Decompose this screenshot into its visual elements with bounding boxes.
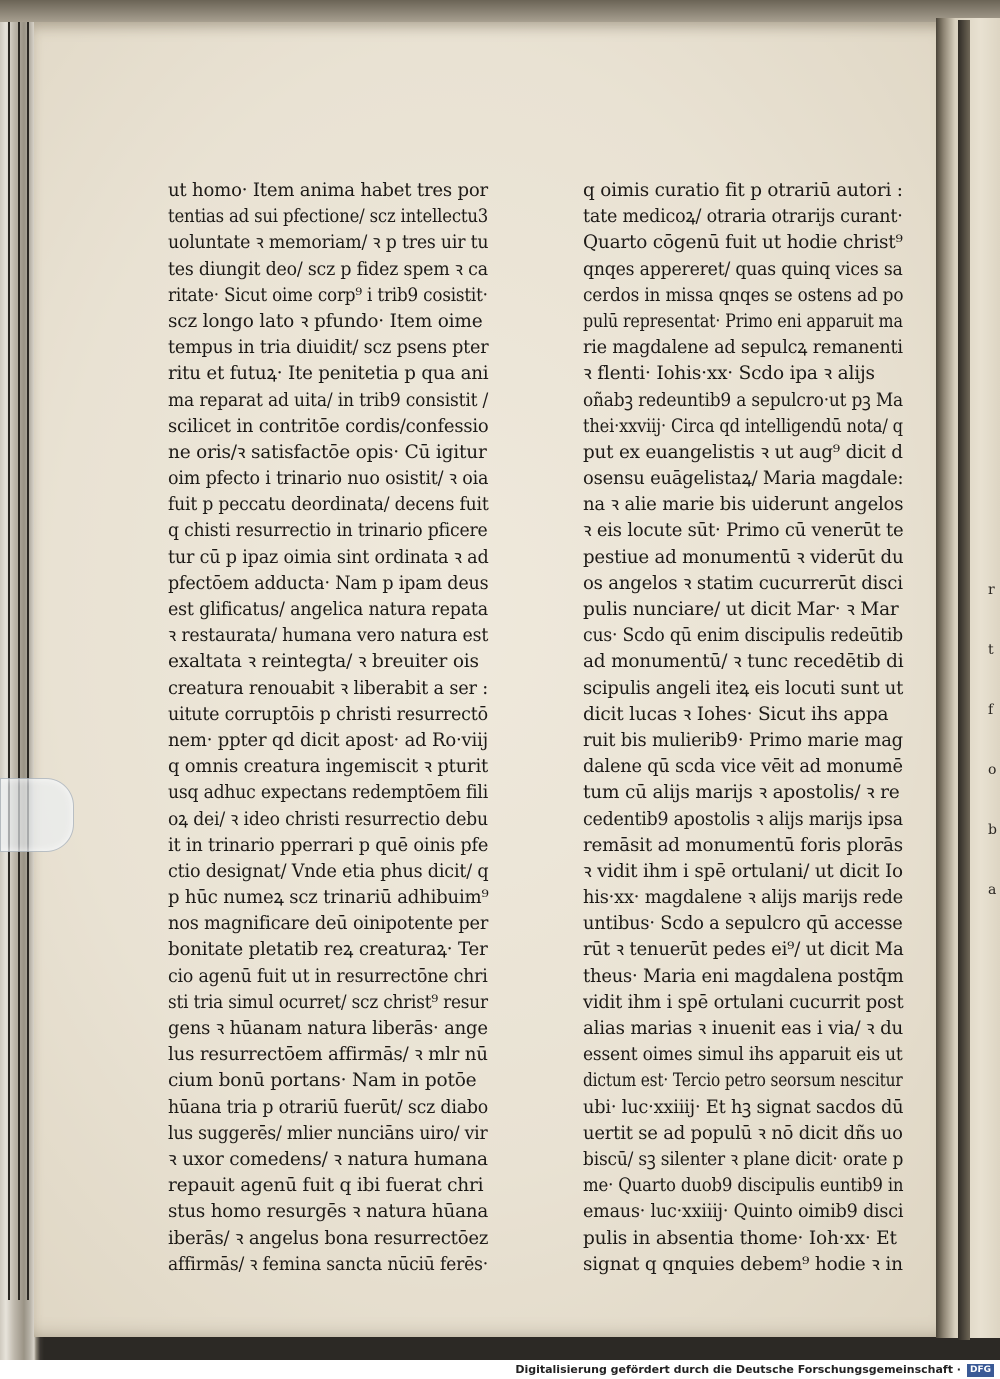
text-line: biscū/ sꝫ silenter ꝛ plane dicit· orate p (583, 1148, 904, 1170)
text-line: ꝛ restaurata/ humana vero natura est (168, 625, 489, 647)
text-line: cus· Scdo qū enim discipulis redeūtib (583, 625, 903, 647)
text-line: nem· ppter qd dicit apost· ad Ro·viij (168, 729, 489, 751)
text-line: hūana tria p otrariū fuerūt/ scz diabo (168, 1096, 489, 1118)
text-line: fuit p peccatu deordinata/ decens fuit (168, 494, 489, 516)
text-line: pulū representat· Primo eni apparuit ma (583, 310, 903, 332)
text-line: p hūc numeꝝ scz trinariū adhibuim⁹ (168, 887, 489, 909)
text-line: ꝛ uxor comedens/ ꝛ natura humana (168, 1148, 488, 1170)
text-line: pestiue ad monumentū ꝛ viderūt du (583, 546, 904, 568)
book-top-edge (0, 0, 1000, 22)
text-column-left (168, 178, 488, 1278)
text-line: scipulis angeli iteꝝ eis locuti sunt ut (583, 677, 904, 699)
text-line: qnqes appereret/ quas quinq vices sa (583, 258, 903, 280)
text-line: scz longo lato ꝛ pfundo· Item oime (168, 310, 483, 332)
text-line: rūt ꝛ tenuerūt pedes ei⁹/ ut dicit Ma (583, 939, 904, 961)
text-line: lus resurrectōem affirmās/ ꝛ mlr nū (168, 1044, 488, 1066)
text-line: uitute corruptōis p christi resurrectō (168, 703, 488, 725)
text-line: q oimis curatio fit p otrariū autori : (583, 180, 903, 201)
text-line: iberās/ ꝛ angelus bona resurrectōez (168, 1227, 489, 1249)
text-line: exaltata ꝛ reintegta/ ꝛ breuiter ois (168, 651, 479, 673)
text-line: emaus· luc·xxiiij· Quinto oimib9 disci (583, 1201, 904, 1223)
text-line: q omnis creatura ingemiscit ꝛ pturit (168, 756, 489, 778)
footer-credit: Digitalisierung gefördert durch die Deutsche Forschungsgemeinschaft · (515, 1363, 961, 1376)
dfg-logo: DFG (967, 1364, 994, 1377)
text-line: tur cū p ipaz oimia sint ordinata ꝛ ad (168, 546, 489, 568)
text-line: oꝝ dei/ ꝛ ideo christi resurrectio debu (168, 808, 488, 830)
text-line: oim pfecto i trinario nuo osistit/ ꝛ oia (168, 468, 489, 490)
text-line: tempus in tria diuidit/ scz psens pter (168, 337, 489, 359)
text-line: ubi· luc·xxiiij· Et hꝫ signat sacdos dū (583, 1096, 904, 1118)
text-line: dicit lucas ꝛ Iohes· Sicut ihs appa (583, 703, 889, 725)
facing-page-fragments: r t f o b a (988, 582, 997, 898)
text-line: ꝛ eis locute sūt· Primo cū venerūt te (583, 520, 904, 542)
text-line: theus· Maria eni magdalena postq̄m (583, 965, 904, 987)
text-line: tes diungit deo/ scz p fidez spem ꝛ ca (168, 258, 488, 280)
text-line: his·xx· magdalene ꝛ alijs marijs rede (583, 887, 903, 909)
text-line: os angelos ꝛ statim cucurrerūt disci (583, 572, 903, 594)
text-line: lus suggerēs/ mlier nunciāns uiro/ vir (168, 1122, 488, 1144)
text-line: remāsit ad monumentū foris plorās (583, 834, 903, 856)
text-line: ne oris/ꝛ satisfactōe opis· Cū igitur (168, 441, 487, 463)
text-line: tum cū alijs marijs ꝛ apostolis/ ꝛ re (583, 782, 900, 804)
page-stack-edge (18, 22, 20, 1300)
text-line: oñabꝫ redeuntib9 a sepulcro·ut pꝫ Ma (583, 389, 903, 411)
text-line: ctio designat/ Vnde etia phus dicit/ q (168, 860, 489, 882)
text-line: vidit ihm i spē ortulani cucurrit post (583, 991, 904, 1013)
text-line: cedentib9 apostolis ꝛ alijs marijs ipsa (583, 808, 903, 830)
text-line: me· Quarto duob9 discipulis euntib9 in (583, 1175, 904, 1197)
footer-bar (0, 1360, 1000, 1379)
text-line: signat q qnquies debem⁹ hodie ꝛ in (583, 1253, 903, 1275)
text-line: rie magdalene ad sepulcꝝ remanenti (583, 337, 903, 359)
text-line: ꝛ vidit ihm i spē ortulani/ ut dicit Io (583, 860, 903, 882)
text-line: ritate· Sicut oime corp⁹ i trib9 cosistit· (168, 284, 488, 306)
text-line: sti tria simul ocurret/ scz christ⁹ resur (168, 991, 488, 1013)
text-line: ad monumentū/ ꝛ tunc recedētib di (583, 651, 904, 673)
text-line: put ex euangelistis ꝛ ut aug⁹ dicit d (583, 441, 903, 463)
text-line: ritu et futuꝝ· Ite penitetia p qua ani (168, 363, 489, 385)
text-line: nos magnificare deū oinipotente per (168, 913, 489, 935)
text-line: uoluntate ꝛ memoriam/ ꝛ p tres uir tu (168, 232, 489, 254)
text-line: cio agenū fuit ut in resurrectōne chri (168, 965, 488, 987)
page-stack-edge (8, 22, 10, 1300)
text-line: ut homo· Item anima habet tres por (168, 180, 488, 201)
text-line: affirmās/ ꝛ femina sancta nūciū ferēs· (168, 1253, 488, 1275)
text-line: alias marias ꝛ inuenit eas i via/ ꝛ du (583, 1018, 904, 1039)
text-line: cerdos in missa qnqes se ostens ad po (583, 284, 904, 306)
text-line: tentias ad sui pfectione/ scz intellectu3 (168, 206, 489, 228)
page-stack-edge (27, 22, 29, 1300)
text-line: usq adhuc expectans redemptōem fili (168, 782, 489, 804)
text-line: pfectōem adducta· Nam p ipam deus (168, 572, 489, 594)
text-line: ꝛ flenti· Iohis·xx· Scdo ipa ꝛ alijs (583, 363, 875, 385)
text-line: gens ꝛ hūanam natura liberās· ange (168, 1018, 488, 1039)
text-line: uertit se ad populū ꝛ nō dicit dñs uo (583, 1122, 903, 1144)
text-line: tate medicoꝝ/ otraria otrarijs curant· (583, 206, 903, 228)
text-line: dalene qū scda vice vēit ad monumē (583, 756, 903, 778)
text-line: repauit agenū fuit q ibi fuerat chri (168, 1175, 484, 1197)
text-line: essent oimes simul ihs apparuit eis ut (583, 1044, 903, 1066)
text-line: untibus· Scdo a sepulcro qū accesse (583, 913, 903, 935)
text-line: it in trinario pperrari p quē oinis pfe (168, 834, 489, 856)
text-line: thei·xxviij· Circa qd intelligendū nota/ q (583, 415, 903, 437)
text-line: bonitate pletatib reꝝ creaturaꝝ· Ter (168, 939, 488, 961)
text-line: na ꝛ alie marie bis uiderunt angelos (583, 494, 904, 516)
text-line: Quarto cōgenū fuit ut hodie christ⁹ (583, 232, 903, 254)
text-line: creatura renouabit ꝛ liberabit a ser : (168, 677, 489, 699)
page-clip (0, 778, 74, 852)
text-line: q chisti resurrectio in trinario pficere (168, 520, 488, 542)
text-line: stus homo resurgēs ꝛ natura hūana (168, 1201, 489, 1223)
binding-fold (958, 20, 970, 1340)
text-line: dictum est· Tercio petro seorsum nescitur (583, 1070, 903, 1092)
text-line: ma reparat ad uita/ in trib9 consistit / (168, 389, 489, 411)
text-line: osensu euāgelistaꝝ/ Maria magdale: (583, 468, 904, 490)
text-line: cium bonū portans· Nam in potōe (168, 1070, 477, 1092)
text-line: ruit bis mulierib9· Primo marie mag (583, 729, 903, 751)
text-column-right (583, 178, 903, 1278)
text-line: pulis in absentia thome· Ioh·xx· Et (583, 1227, 897, 1249)
text-line: scilicet in contritōe cordis/confessio (168, 415, 489, 437)
text-line: pulis nunciare/ ut dicit Mar· ꝛ Mar (583, 599, 899, 620)
text-line: est glificatus/ angelica natura repata (168, 599, 488, 620)
